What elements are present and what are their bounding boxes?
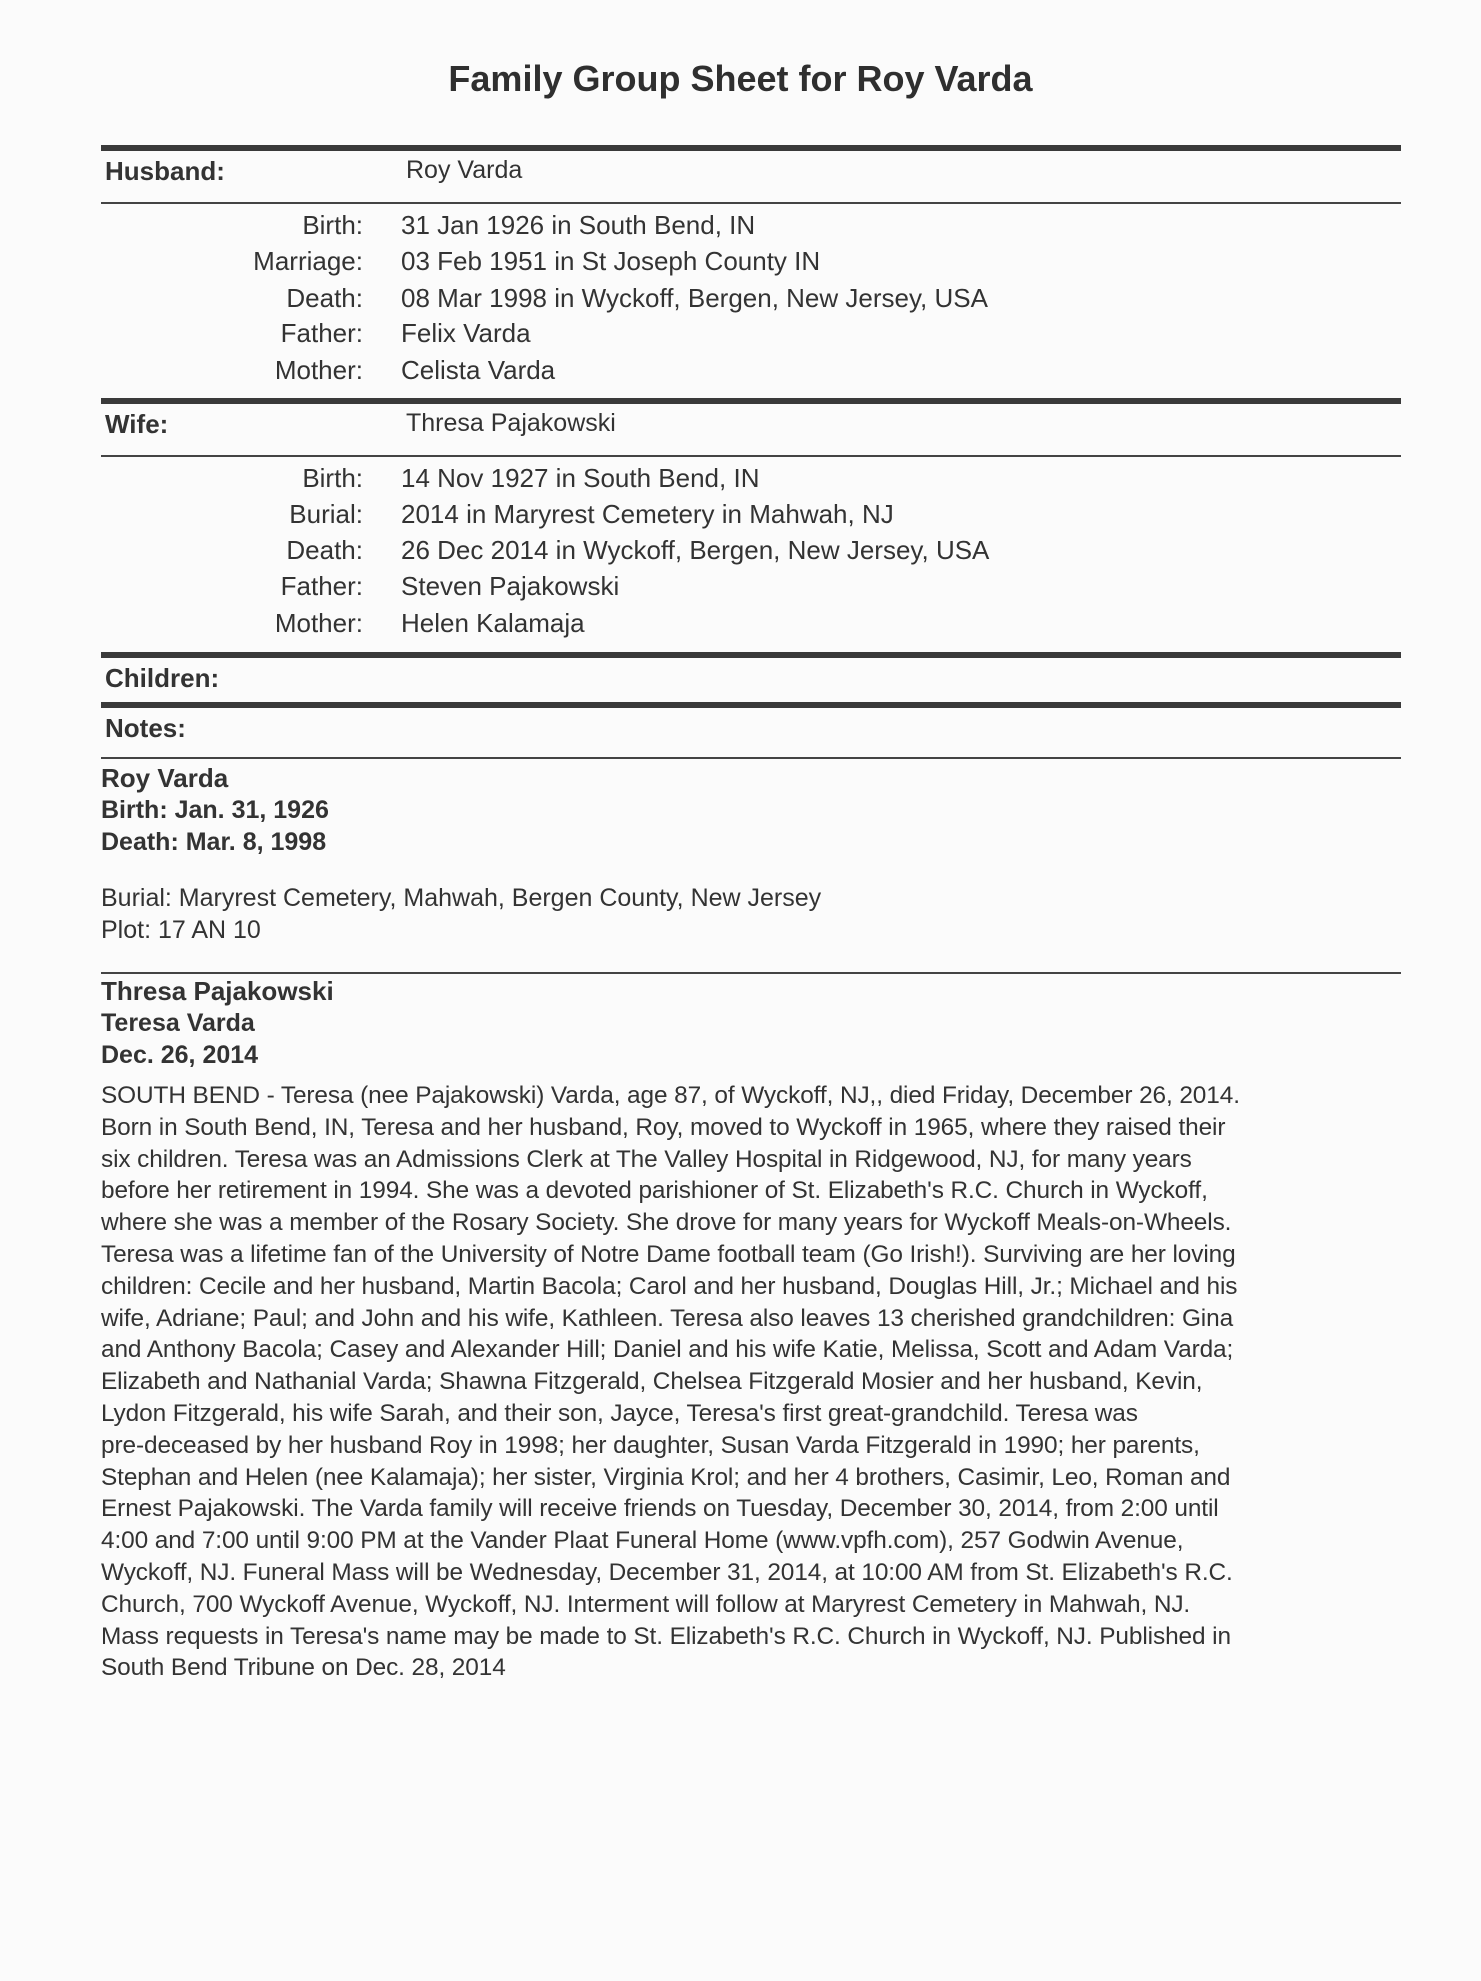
note-name: Thresa Pajakowski <box>101 976 334 1006</box>
note-death: Death: Mar. 8, 1998 <box>101 828 327 856</box>
fact-label: Father: <box>280 571 363 601</box>
husband-name: Roy Varda <box>406 156 523 184</box>
obituary-line: South Bend Tribune on Dec. 28, 2014 <box>101 1654 506 1682</box>
fact-value: 26 Dec 2014 in Wyckoff, Bergen, New Jersey, USA <box>401 535 990 565</box>
husband-heading: Husband: <box>105 156 225 186</box>
wife-heading: Wife: <box>105 409 169 439</box>
divider <box>101 972 1401 974</box>
fact-label: Birth: <box>302 210 363 240</box>
fact-value: 08 Mar 1998 in Wyckoff, Bergen, New Jersey, USA <box>401 283 988 313</box>
fact-label: Birth: <box>302 463 363 493</box>
note-birth: Birth: Jan. 31, 1926 <box>101 796 329 824</box>
fact-row <box>0 318 1481 354</box>
fact-label: Marriage: <box>253 246 363 276</box>
notes-heading: Notes: <box>105 713 186 743</box>
fact-label: Father: <box>280 318 363 348</box>
divider <box>101 455 1401 457</box>
note-name: Roy Varda <box>101 763 229 793</box>
wife-name: Thresa Pajakowski <box>406 409 616 437</box>
note-alt-name: Teresa Varda <box>101 1009 255 1037</box>
section-divider <box>101 652 1401 658</box>
section-divider <box>101 145 1401 151</box>
fact-row <box>0 535 1481 571</box>
fact-label: Mother: <box>274 355 363 385</box>
thresa-note-header <box>101 975 1411 1071</box>
fact-value: 31 Jan 1926 in South Bend, IN <box>401 210 756 240</box>
fact-row <box>0 608 1481 644</box>
fact-row <box>0 246 1481 282</box>
roy-note <box>101 762 1411 946</box>
obituary-line: children: Cecile and her husband, Martin Bacola; Carol and her husband, Douglas Hill, Jr.; Michael and his <box>101 1272 1238 1300</box>
fact-row <box>0 283 1481 319</box>
fact-label: Death: <box>286 535 363 565</box>
fact-value: Felix Varda <box>401 318 531 348</box>
fact-row <box>0 463 1481 499</box>
fact-value: Celista Varda <box>401 355 556 385</box>
obituary-line: Elizabeth and Nathanial Varda; Shawna Fitzgerald, Chelsea Fitzgerald Mosier and her husband, Kevin, <box>101 1368 1203 1396</box>
divider <box>101 757 1401 759</box>
fact-value: 03 Feb 1951 in St Joseph County IN <box>401 246 821 276</box>
obituary-line: 4:00 and 7:00 until 9:00 PM at the Vander Plaat Funeral Home (www.vpfh.com), 257 Godwin Avenue, <box>101 1527 1184 1555</box>
fact-value: Helen Kalamaja <box>401 608 585 638</box>
page-title: Family Group Sheet for Roy Varda <box>448 58 1033 99</box>
obituary-line: wife, Adriane; Paul; and John and his wife, Kathleen. Teresa also leaves 13 cherished grandchildren: Gina <box>101 1304 1234 1332</box>
obituary-line: Stephan and Helen (nee Kalamaja); her sister, Virginia Krol; and her 4 brothers, Casimir, Leo, Roman and <box>101 1463 1231 1491</box>
note-plot: Plot: 17 AN 10 <box>101 916 261 944</box>
fact-row <box>0 355 1481 391</box>
fact-label: Death: <box>286 283 363 313</box>
obituary-line: Ernest Pajakowski. The Varda family will receive friends on Tuesday, December 30, 2014, from 2:00 until <box>101 1495 1219 1523</box>
obituary-line: before her retirement in 1994. She was a devoted parishioner of St. Elizabeth's R.C. Church in Wyckoff, <box>101 1177 1208 1205</box>
children-heading: Children: <box>105 663 220 693</box>
fact-row <box>0 210 1481 246</box>
obituary-line: Teresa was a lifetime fan of the University of Notre Dame football team (Go Irish!). Surviving are her loving <box>101 1240 1236 1268</box>
obituary-text <box>101 1080 1401 1684</box>
obituary-line: Church, 700 Wyckoff Avenue, Wyckoff, NJ. Interment will follow at Maryrest Cemetery in Mahwah, NJ. <box>101 1590 1191 1618</box>
obituary-line: pre-deceased by her husband Roy in 1998; her daughter, Susan Varda Fitzgerald in 1990; her parents, <box>101 1431 1200 1459</box>
obituary-line: and Anthony Bacola; Casey and Alexander Hill; Daniel and his wife Katie, Melissa, Scott and Adam Varda; <box>101 1336 1234 1364</box>
fact-row <box>0 571 1481 607</box>
fact-row <box>0 499 1481 535</box>
obituary-line: SOUTH BEND - Teresa (nee Pajakowski) Varda, age 87, of Wyckoff, NJ,, died Friday, December 26, 2014. <box>101 1082 1240 1109</box>
section-divider <box>101 702 1401 708</box>
note-date: Dec. 26, 2014 <box>101 1041 259 1069</box>
fact-value: 2014 in Maryrest Cemetery in Mahwah, NJ <box>401 499 894 529</box>
fact-value: Steven Pajakowski <box>401 571 620 601</box>
obituary-line: where she was a member of the Rosary Society. She drove for many years for Wyckoff Meals-on-Wheels. <box>101 1209 1232 1237</box>
divider <box>101 202 1401 204</box>
note-burial: Burial: Maryrest Cemetery, Mahwah, Bergen County, New Jersey <box>101 884 822 912</box>
obituary-line: Lydon Fitzgerald, his wife Sarah, and their son, Jayce, Teresa's first great-grandchild. Teresa was <box>101 1399 1138 1427</box>
obituary-line: Mass requests in Teresa's name may be made to St. Elizabeth's R.C. Church in Wyckoff, NJ. Published in <box>101 1622 1231 1650</box>
fact-value: 14 Nov 1927 in South Bend, IN <box>401 463 760 493</box>
obituary-line: Wyckoff, NJ. Funeral Mass will be Wednesday, December 31, 2014, at 10:00 AM from St. Elizabeth's R.C. <box>101 1558 1233 1586</box>
obituary-line: six children. Teresa was an Admissions Clerk at The Valley Hospital in Ridgewood, NJ, for many years <box>101 1145 1192 1173</box>
section-divider <box>101 398 1401 404</box>
obituary-line: Born in South Bend, IN, Teresa and her husband, Roy, moved to Wyckoff in 1965, where they raised their <box>101 1113 1226 1141</box>
fact-label: Mother: <box>274 608 363 638</box>
fact-label: Burial: <box>289 499 363 529</box>
